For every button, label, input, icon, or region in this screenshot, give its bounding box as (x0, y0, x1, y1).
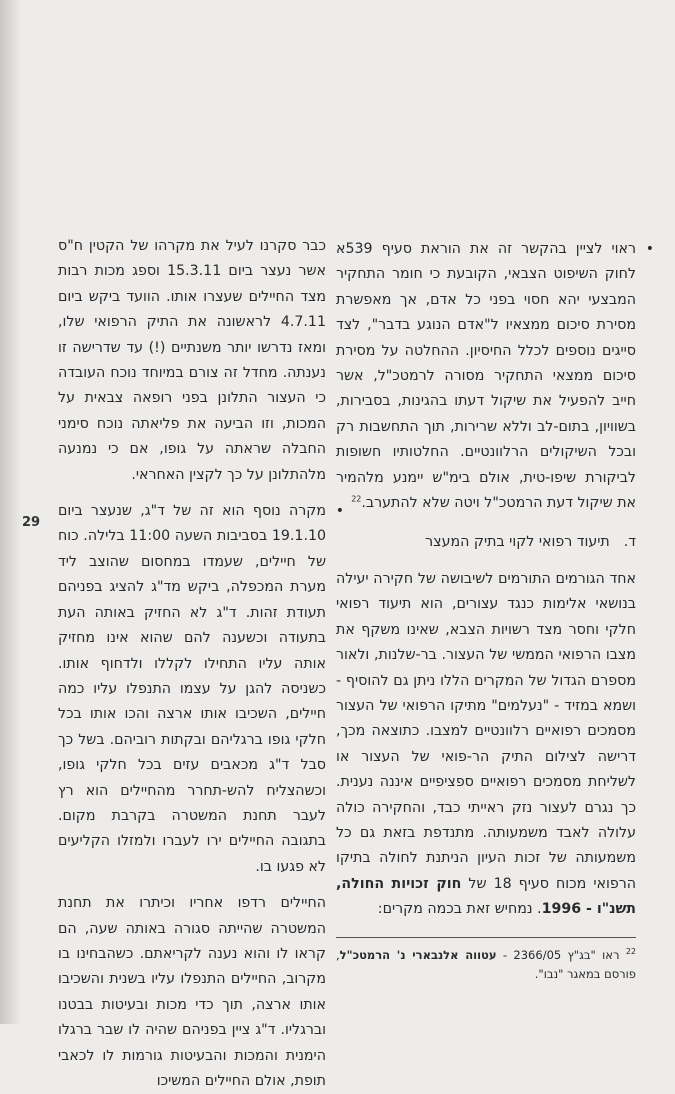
left-column (58, 234, 344, 1094)
body-paragraph: החיילים רדפו אחריו וכיתרו את תחנת המשטרה שהייתה סגורה באותה שעה, הם קראו לו והוא נענה לקריאתם. כשהבחינו בו מקרוב, החיילים התנפלו עליו בשנית והשכיבו אותו ארצה, תוך כדי מכות ובעיטות בבטנו וברגליו. ד"ג ציין בפניהם שהיה לו שבר ברגלו הימנית והמכות והבעיטות גורמות לו לכאבי תופת, אולם החיילים המשיכו (58, 895, 326, 1089)
right-column (336, 237, 654, 984)
bullet-paragraph: מקרה נוסף הוא זה של ד"ג, שנעצר ביום 19.1.10 בסביבות השעה 11:00 בלילה. כוח של חיילים, שעמדו במחסום שהוצב ליד מערת המכפלה, ביקש מד"ג להציג בפניהם תעודת זהות. ד"ג לא החזיק באותה העת בתעודה וכשענה להם שהוא אינו מחזיק אותה עליו התחילו לקללו ולדחוף אותו. כשניסה להגן על עצמו התנפלו עליו כמה חיילים, השכיבו אותו ארצה והכו אותו בכל חלקי גופו ברגליהם ובקתות רוביהם. בשל כך סבל ד"ג מכאבים עזים בכל חלקי גופו, וכשהצליח להש-תחרר מהחיילים הוא רץ לעבר תחנת המשטרה בקרבת מקום. בתגובה החיילים ירו לעברו ולמזלו הקליעים לא פגעו בו. (58, 503, 327, 875)
section-letter: ד. (623, 534, 636, 551)
bullet-item (58, 499, 344, 880)
paragraph-tail: . נמחיש זאת בכמה מקרים: (377, 901, 542, 918)
bullet-text: ראוי לציין בהקשר זה את הוראת סעיף 539א לחוק השיפוט הצבאי, הקובעת כי חומר התחקיר המבצעי יהא חסוי בפני כל אדם, אך מאפשרת מסירת סיכום ממצאיו ל"אדם הנוגע בדבר", לצד סייגים נוספים לכלל החיסיון. ההחלטה על מסירת סיכום ממצאי התחקיר מסורה לרמטכ"ל, אשר חייב להפעיל את שיקול דעתו בהגינות, בסבירות, בשוויון, בתום-לב וללא שרירות, תוך התחשבות רק ובכל השיקולים הרלוונטיים. החלטותיו חשופות לביקורת שיפו-טית, אולם בימ"ש יימנע מלהמיר את שיקול דעת הרמטכ"ל ויטה שלא להתערב. (336, 241, 636, 512)
bullet-item (336, 237, 654, 516)
footnote-divider (336, 937, 636, 938)
body-paragraph: כבר סקרנו לעיל את מקרהו של הקטין ח"ס אשר נעצר ביום 15.3.11 וספג מכות רבות מצד החיילים שעצרו אותו. הוועד ביקש ביום 4.7.11 לראשונה את התיק הרפואי שלו, ומאז נדרשו יותר משנתיים (!) עד שדרישה זו נענתה. מחדל זה צורם במיוחד נוכח העובדה כי העצור התלונן בפני רופאה צבאית על המכות, וזו הביעה את פליאתה נוכח סימני החבלה שראתה על גופו, אם כי נמנעה מלהתלונן על כך לקצין האחראי. (58, 238, 326, 483)
footnote-text-post: , פורסם במאגר "נבו". (336, 947, 636, 981)
section-heading (336, 530, 636, 555)
bullet-dot-icon: • (335, 503, 344, 520)
page-number: 29 (22, 515, 41, 530)
paragraph-text: אחד הגורמים התורמים לשיבושה של חקירה יעילה בנושאי אלימות כנגד עצורים, הוא תיעוד רפואי חלקי וחסר מצד רשויות הצבא, שאינו משקף את מצבו הרפואי הממשי של העצור. בר-שלנות, ולאור מספרם הגדול של המקרים הללו ניתן גם להוסיף - ושמא במזיד - "נעלמים" מתיקו הרפואי של העצור מסמכים רפואיים רלוונטיים למצבו. כתוצאה מכך, דרישה לצילום התיק הר-פואי של העצור או לשליחת מסמכים רפואיים ספציפיים איננה נענית. כך נגרם לעצור נזק ראייתי כבד, והחקירה כולה עלולה לאבד משמעותה. מתנדפת בזאת גם כל משמעותה של זכות העיון הניתנת לחולה בתיקו הרפואי מכוח סעיף 18 של (336, 570, 636, 892)
binding-shadow (0, 0, 22, 1024)
footnote-number: 22 (625, 946, 637, 956)
body-paragraph (336, 567, 636, 923)
footnote-ref: 22 (351, 494, 362, 504)
bullet-dot-icon: • (645, 241, 654, 257)
footnote-text-pre: ראו "בג"ץ 2366/05 - (502, 947, 620, 962)
bullet-paragraph (336, 237, 636, 516)
footnote-case-name: עטווה אלנבארי נ' הרמטכ"ל (339, 947, 497, 962)
footnote (336, 946, 636, 984)
section-title: תיעוד רפואי לקוי בתיק המעצר (425, 534, 610, 551)
law-name: חוק זכויות החולה, תשנ"ו - 1996 (336, 875, 636, 918)
